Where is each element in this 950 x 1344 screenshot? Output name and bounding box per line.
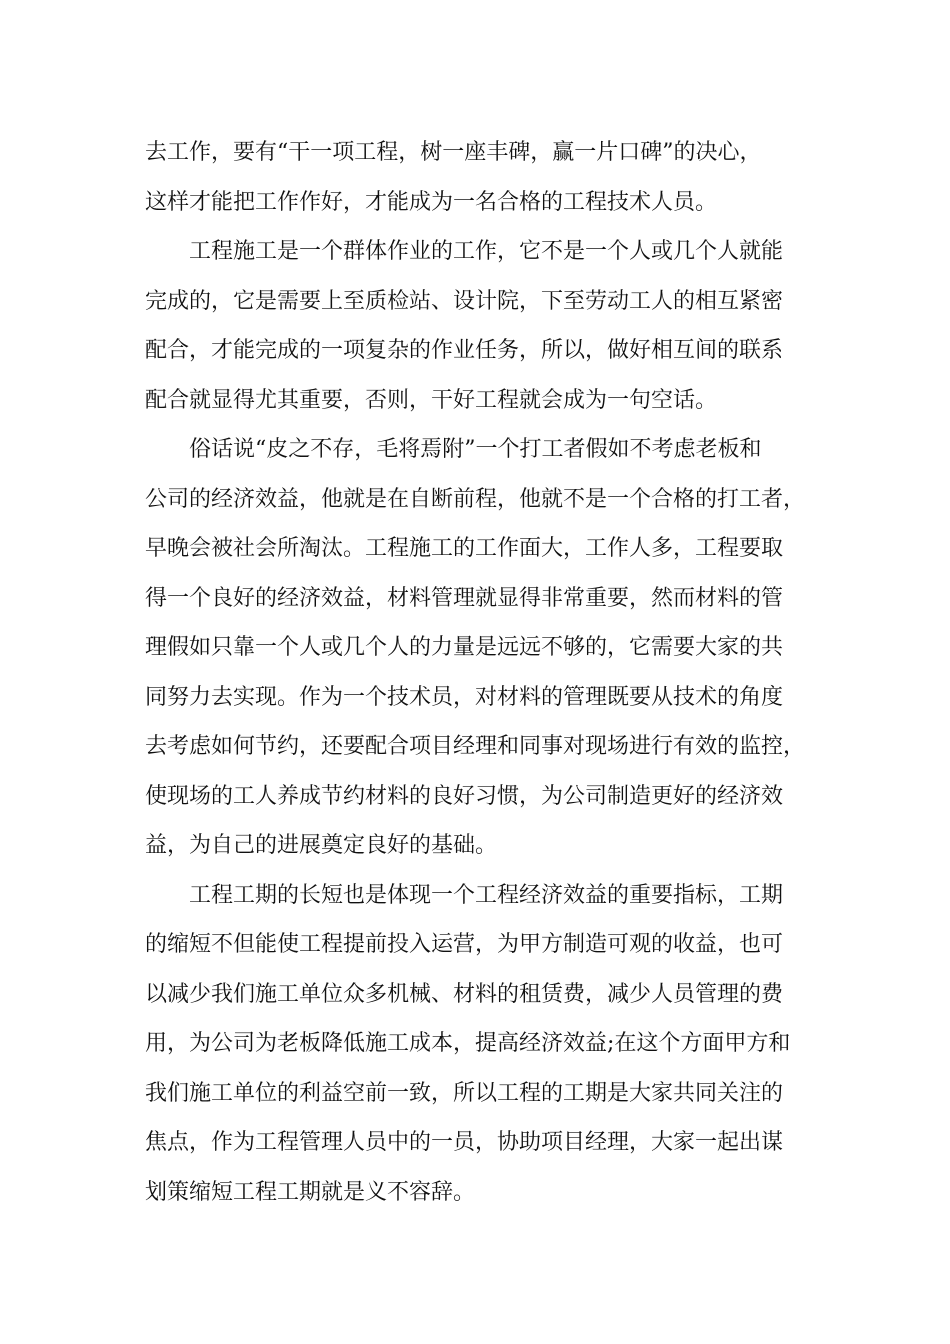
text-line: 益，为自己的进展奠定良好的基础。 xyxy=(145,833,498,858)
text-line: 公司的经济效益，他就是在自断前程，他就不是一个合格的打工者， xyxy=(145,486,806,512)
document-body xyxy=(145,128,825,1217)
text-line: 这样才能把工作作好，才能成为一名合格的工程技术人员。 xyxy=(145,189,718,215)
text-line: 以减少我们施工单位众多机械、材料的租赁费，减少人员管理的费 xyxy=(145,981,784,1007)
text-line: 配合，才能完成的一项复杂的作业任务，所以，做好相互间的联系 xyxy=(145,338,784,363)
text-line: 去考虑如何节约，还要配合项目经理和同事对现场进行有效的监控， xyxy=(145,734,806,759)
text-line: 完成的，它是需要上至质检站、设计院，下至劳动工人的相互紧密 xyxy=(145,288,784,314)
text-line: 焦点，作为工程管理人员中的一员，协助项目经理，大家一起出谋 xyxy=(145,1130,784,1155)
text-line: 配合就显得尤其重要，否则，干好工程就会成为一句空话。 xyxy=(145,387,718,413)
text-line: 得一个良好的经济效益，材料管理就显得非常重要，然而材料的管 xyxy=(145,585,784,611)
text-line: 理假如只靠一个人或几个人的力量是远远不够的，它需要大家的共 xyxy=(145,635,784,660)
text-line: 的缩短不但能使工程提前投入运营，为甲方制造可观的收益，也可 xyxy=(145,932,784,957)
paragraph-2 xyxy=(145,227,825,425)
paragraph-4 xyxy=(145,871,825,1218)
text-line: 用，为公司为老板降低施工成本，提高经济效益;在这个方面甲方和 xyxy=(145,1031,791,1056)
text-line: 同努力去实现。作为一个技术员，对材料的管理既要从技术的角度 xyxy=(145,684,784,710)
text-line: 工程工期的长短也是体现一个工程经济效益的重要指标，工期 xyxy=(189,882,784,908)
paragraph-3 xyxy=(145,425,825,871)
paragraph-1 xyxy=(145,128,825,227)
text-line: 使现场的工人养成节约材料的良好习惯，为公司制造更好的经济效 xyxy=(145,783,784,809)
text-line: 早晚会被社会所淘汰。工程施工的工作面大，工作人多，工程要取 xyxy=(145,536,784,561)
text-line: 划策缩短工程工期就是义不容辞。 xyxy=(145,1179,476,1205)
text-line: 俗话说“皮之不存，毛将焉附”一个打工者假如不考虑老板和 xyxy=(189,437,762,462)
text-line: 去工作，要有“干一项工程，树一座丰碑，赢一片口碑”的决心， xyxy=(145,140,762,165)
text-line: 我们施工单位的利益空前一致，所以工程的工期是大家共同关注的 xyxy=(145,1080,784,1106)
text-line: 工程施工是一个群体作业的工作，它不是一个人或几个人就能 xyxy=(189,239,784,264)
